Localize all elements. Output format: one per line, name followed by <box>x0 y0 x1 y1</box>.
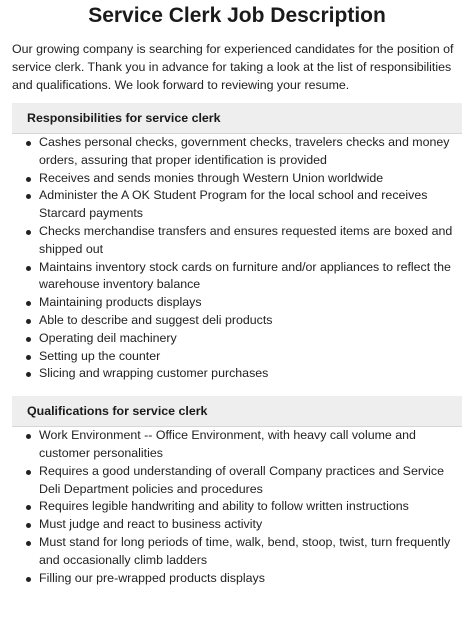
list-item: Work Environment -- Office Environment, with heavy call volume and customer personalities <box>12 427 462 463</box>
list-item: Operating deil machinery <box>12 330 462 348</box>
list-item: Filling our pre-wrapped products displays <box>12 570 462 588</box>
list-item: Maintaining products displays <box>12 294 462 312</box>
responsibilities-list <box>12 134 462 383</box>
list-item: Slicing and wrapping customer purchases <box>12 365 462 383</box>
qualifications-list <box>12 427 462 587</box>
responsibilities-heading: Responsibilities for service clerk <box>12 103 462 134</box>
list-item: Receives and sends monies through Western Union worldwide <box>12 170 462 188</box>
list-item: Maintains inventory stock cards on furniture and/or appliances to reflect the warehouse inventory balance <box>12 259 462 295</box>
list-item: Setting up the counter <box>12 348 462 366</box>
list-item: Able to describe and suggest deli products <box>12 312 462 330</box>
list-item: Administer the A OK Student Program for the local school and receives Starcard payments <box>12 187 462 223</box>
list-item: Cashes personal checks, government checks, travelers checks and money orders, assuring that proper identification is provided <box>12 134 462 170</box>
list-item: Must judge and react to business activity <box>12 516 462 534</box>
list-item: Requires legible handwriting and ability to follow written instructions <box>12 498 462 516</box>
intro-paragraph: Our growing company is searching for experienced candidates for the position of service clerk. Thank you in advance for taking a look at the list of responsibilities and qualifications. We look forward to reviewing your resume. <box>12 42 454 92</box>
page-title: Service Clerk Job Description <box>88 4 386 27</box>
list-item: Requires a good understanding of overall Company practices and Service Deli Department policies and procedures <box>12 463 462 499</box>
list-item: Must stand for long periods of time, walk, bend, stoop, twist, turn frequently and occasionally climb ladders <box>12 534 462 570</box>
list-item: Checks merchandise transfers and ensures requested items are boxed and shipped out <box>12 223 462 259</box>
qualifications-heading: Qualifications for service clerk <box>12 396 462 427</box>
